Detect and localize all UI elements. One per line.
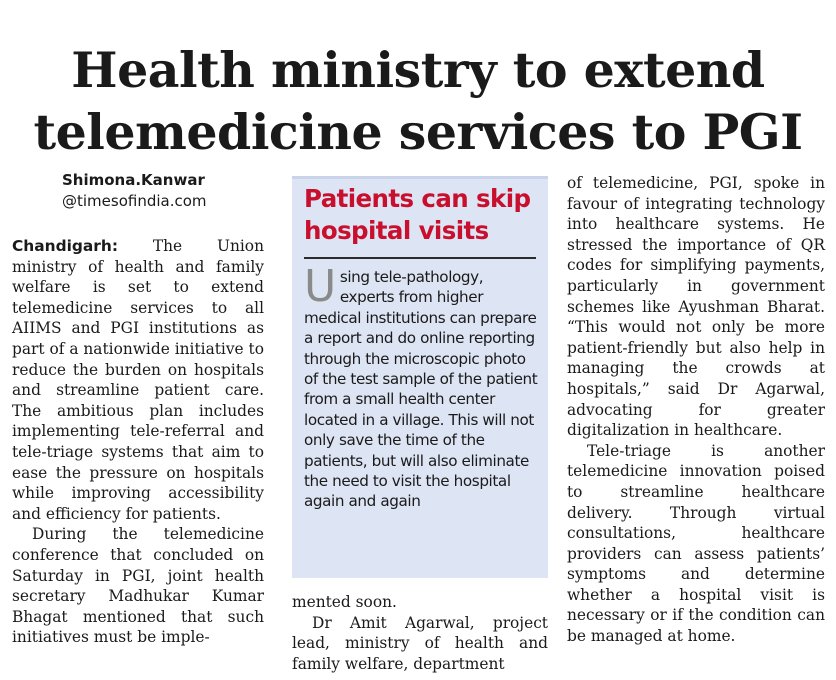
headline: Health ministry to extend telemedicine services to PGI — [33, 40, 803, 161]
byline-author: Shimona.Kanwar — [62, 171, 205, 189]
right-column — [567, 173, 825, 647]
left-paragraph-2: During the telemedicine conference that concluded on Saturday in PGI, joint health secretary Madhukar Kumar Bhagat mentioned that such initiatives must be imple- — [12, 525, 264, 647]
sidebar-divider — [304, 257, 536, 259]
dateline: Chandigarh: — [12, 237, 118, 255]
right-paragraph-2: Tele-triage is another telemedicine innovation poised to streamline healthcare delivery. Through virtual consultations, healthcare providers can assess patients’ symptoms and determine whether a hospital visit is necessary or if the condition can be managed at home. — [567, 441, 825, 646]
right-paragraph-1: of telemedicine, PGI, spoke in favour of integrating technology into healthcare systems. He stressed the importance of QR codes for simplifying payments, particularly in government schemes like Ayushman Bharat. “This would not only be more patient-friendly but also help in managing the crowds at hospitals,” said Dr Agarwal, advocating for greater digitalization in healthcare. — [567, 174, 825, 440]
left-paragraph-1-text: The Union ministry of health and family welfare is set to extend telemedicine services to all AIIMS and PGI institutions as part of a nationwide initiative to reduce the burden on hospitals and streamline patient care. The ambitious plan includes implementing tele-referral and tele-triage systems that aim to ease the pressure on hospitals while improving accessibility and efficiency for patients. — [12, 237, 264, 523]
sidebar-title: Patients can skip hospital visits — [304, 184, 531, 245]
byline — [62, 170, 207, 212]
left-paragraph-1 — [12, 236, 264, 524]
left-column — [12, 236, 264, 648]
byline-handle: @timesofindia.com — [62, 192, 207, 210]
sidebar-box — [292, 176, 548, 578]
sidebar-body — [304, 261, 538, 512]
middle-paragraph-2: Dr Amit Agarwal, project lead, ministry of health and family welfare, department — [292, 613, 548, 673]
sidebar-body-text: sing tele-pathology, experts from higher medical institutions can prepare a report and do online reporting through the microscopic photo of the test sample of the patient from a small health center located in a village. This will not only save the time of the patients, but will also eliminate the need to visit the hospital again and again — [304, 268, 538, 511]
middle-column — [292, 592, 548, 674]
sidebar-dropcap: U — [304, 261, 336, 312]
middle-paragraph-1: mented soon. — [292, 593, 397, 611]
